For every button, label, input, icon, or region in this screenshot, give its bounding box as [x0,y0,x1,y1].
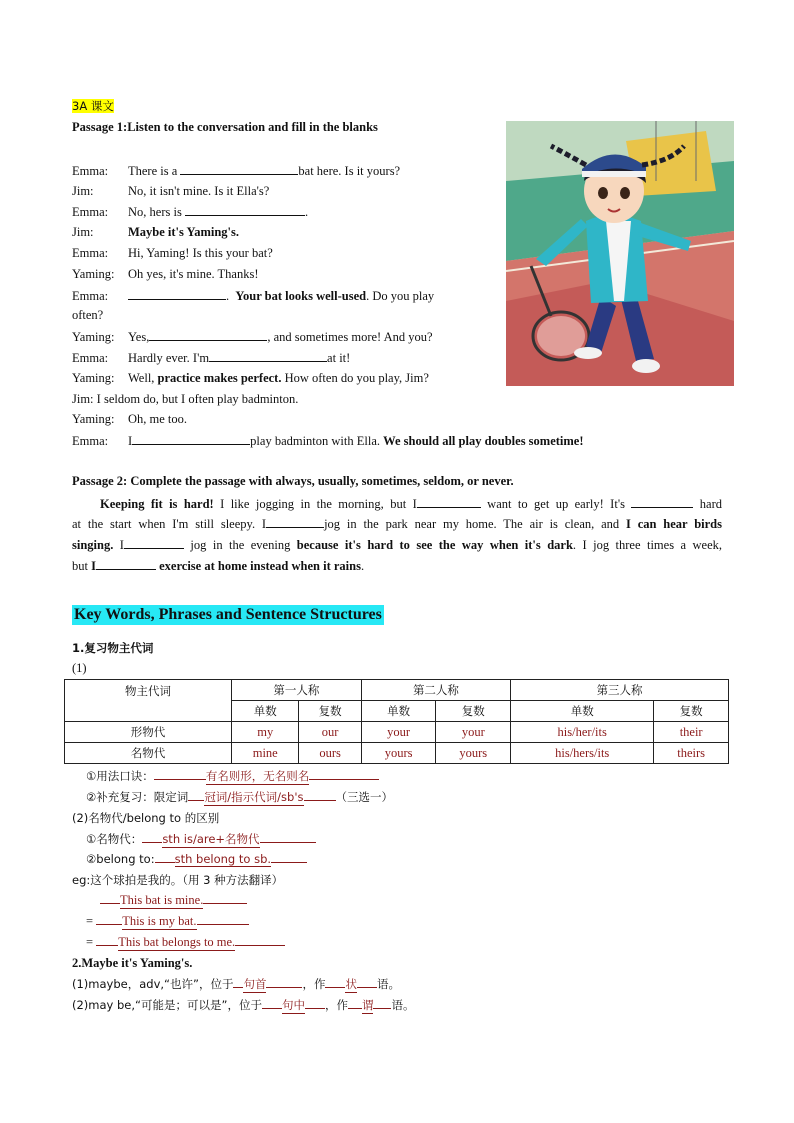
line-text: play badminton with Ella. [250,434,384,448]
speaker: Yaming: [72,267,115,281]
line-text: We should all play doubles sometime! [383,434,584,448]
line-text: . [304,205,309,219]
answer-blank[interactable] [96,557,156,570]
answer-blank[interactable] [154,779,206,780]
answer-blank[interactable] [260,842,316,843]
answer-blank[interactable] [325,987,345,988]
table-group-header: 第三人称 [511,680,729,701]
speaker: Jim: [72,392,94,406]
speaker: Emma: [72,205,109,219]
p2-text: want to get up early! It's [480,497,632,511]
dialogue-line [72,162,400,179]
table-cell: yours [436,743,511,764]
table-corner: 物主代词 [65,680,232,722]
answer-blank[interactable] [235,945,285,946]
speaker: Emma: [72,289,109,303]
table-cell: our [299,722,361,743]
dialogue-line [72,245,273,261]
item1b-point2 [86,852,307,867]
passage2-line [72,515,722,532]
answer-text: This bat belongs to me. [118,935,236,949]
possessive-pronoun-table [64,679,729,764]
answer-blank[interactable] [142,842,162,843]
table-subheader: 复数 [436,701,511,722]
passage2-title: Passage 2: Complete the passage with always, usually, sometimes, seldom, or never. [72,474,514,488]
answer-blank[interactable] [417,495,481,508]
line-text: Maybe it's Yaming's. [128,225,239,239]
answer-blank[interactable] [100,903,120,904]
answer-text: 句首 [243,977,267,991]
speaker: Jim: [72,184,94,198]
speaker: Yaming: [72,330,115,344]
line-text: bat here. Is it yours? [298,164,401,178]
line-text: Yes, [128,330,150,344]
answer-blank[interactable] [155,862,175,863]
item1-title: 1.复习物主代词 [72,641,154,655]
table-cell: my [232,722,299,743]
p2-text: exercise at home instead when it rains [155,559,361,573]
answer-blank[interactable] [357,987,377,988]
table-group-header: 第二人称 [361,680,510,701]
dialogue-line [72,328,433,345]
line-text: Well, [128,371,158,385]
answer-blank[interactable] [233,987,243,988]
translation-answer [100,893,247,909]
line-text: practice makes perfect. [157,371,282,385]
p2-text: jog in the park near my home. The air is clean, and [324,517,626,531]
item2-text: 语。 [376,977,400,991]
dialogue-line-wrap: often? [72,308,104,322]
table-cell: their [654,722,729,743]
answer-blank[interactable] [266,987,302,988]
answer-blank[interactable] [348,1008,362,1009]
table-row-label: 名物代 [65,743,232,764]
dialogue-line [72,183,269,199]
line-text: Hardly ever. I'm [128,351,210,365]
table-group-header: 第一人称 [232,680,362,701]
dialogue-line [72,224,239,240]
p2-text: I can hear birds [626,517,722,531]
answer-blank[interactable] [96,924,122,925]
table-cell: your [436,722,511,743]
answer-text: 冠词/指示代词/sb's [204,790,304,804]
p2-text: singing. [72,538,114,552]
answer-text: 状 [345,977,357,991]
line-text: Your bat looks well-used [235,289,367,303]
dialogue-line [72,203,308,220]
line-text: I [128,434,133,448]
section-label [72,98,114,114]
answer-text: 有名则形，无名则名 [205,769,310,783]
item2-text: ，作 [324,998,348,1012]
tip2 [86,789,393,806]
answer-blank[interactable] [209,349,327,362]
speaker: Emma: [72,164,109,178]
tip-text: ①用法口诀： [86,769,154,783]
table-subheader: 复数 [654,701,729,722]
answer-text: This is my bat. [122,914,197,928]
answer-blank[interactable] [185,203,305,216]
item1-sub: (1) [72,661,87,675]
answer-blank[interactable] [124,536,184,549]
item2-line1 [72,976,400,993]
p2-text: jog in the evening [183,538,297,552]
line-text: No, it isn't mine. Is it Ella's? [128,184,270,198]
passage2-line [72,536,722,553]
dialogue-line [72,370,429,386]
answer-text: 谓 [361,998,374,1012]
table-cell: his/her/its [511,722,654,743]
line-text: Oh, me too. [128,412,188,426]
answer-blank[interactable] [631,495,693,508]
answer-blank[interactable] [266,515,324,528]
tip-text: ①名物代： [86,832,143,846]
table-cell: his/hers/its [511,743,654,764]
answer-blank[interactable] [188,800,204,801]
speaker: Yaming: [72,371,115,385]
answer-blank[interactable] [197,924,249,925]
dialogue-line [72,411,187,427]
tip1 [86,768,379,785]
answer-blank[interactable] [304,800,336,801]
answer-blank[interactable] [309,779,379,780]
dialogue-line: Emma: . Your bat looks well-used. Do you play [72,289,435,303]
dialogue-line [72,391,298,407]
line-text: , and sometimes more! And you? [267,330,433,344]
translation-answer [86,914,249,930]
table-subheader: 单数 [232,701,299,722]
passage1-title: Passage 1:Listen to the conversation and fill in the blanks [72,120,378,134]
item2-text: ，作 [302,977,326,991]
p2-text: . [360,559,365,573]
line-text: at it! [327,351,351,365]
line-text: . Do you play [366,289,435,303]
table-cell: your [361,722,436,743]
item1b-point1 [86,831,316,848]
dialogue-line [72,432,584,449]
answer-blank[interactable] [180,162,298,175]
table-cell: theirs [654,743,729,764]
p2-text: I like jogging in the morning, but I [213,497,417,511]
answer-text: sth is/are+名物代 [162,832,260,846]
p2-text: because it's hard to see the way when it's dark [296,538,573,552]
answer-blank[interactable] [271,862,307,863]
translation-answer [86,935,285,951]
tip-text: （三选一） [335,790,394,804]
table-cell: mine [232,743,299,764]
answer-blank[interactable] [128,287,226,300]
table-cell: ours [299,743,361,764]
p2-text: I [91,559,96,573]
tip-text: ②belong to: [86,852,155,866]
passage2-line [72,495,722,512]
table-subheader: 复数 [299,701,361,722]
p2-text: at the start when I'm still sleepy. I [72,517,267,531]
speaker: Emma: [72,246,109,260]
p2-text: hard [693,497,722,511]
answer-blank[interactable] [96,945,118,946]
illustration-svg [506,121,734,386]
passage2-line [72,557,364,574]
line-text: I seldom do, but I often play badminton. [96,392,299,406]
table-cell: yours [361,743,436,764]
speaker: Emma: [72,351,109,365]
p2-text: but [72,559,92,573]
speaker: Yaming: [72,412,115,426]
table-row [65,743,729,764]
table-row-label: 形物代 [65,722,232,743]
section-label-text: 3A 课文 [72,99,114,113]
dialogue-line [72,349,350,366]
answer-blank[interactable] [203,903,247,904]
answer-blank[interactable] [132,432,250,445]
line-text: Oh yes, it's mine. Thanks! [128,267,259,281]
item2-text: (1)maybe，adv,“也许”，位于 [72,977,234,991]
answer-text: This bat is mine. [120,893,204,907]
line-text: How often do you play, Jim? [281,371,429,385]
p2-text: I [113,538,124,552]
keywords-heading: Key Words, Phrases and Sentence Structures [74,606,382,623]
speaker: Emma: [72,434,109,448]
answer-text: sth belong to sb. [174,852,272,866]
line-text: Hi, Yaming! Is this your bat? [128,246,273,260]
item2-text: (2)may be,“可能是；可以是”，位于 [72,998,262,1012]
answer-text: 句中 [281,998,305,1012]
anime-boy-badminton-illustration [506,121,734,386]
example-prompt: eg:这个球拍是我的。（用 3 种方法翻译） [72,873,284,887]
speaker: Jim: [72,225,94,239]
dialogue-line [72,266,258,282]
equals-sign: = [86,935,94,949]
line-text: There is a [128,164,181,178]
table-subheader: 单数 [511,701,654,722]
answer-blank[interactable] [149,328,267,341]
answer-blank[interactable] [305,1008,325,1009]
p2-text: . I jog three times a week, [572,538,723,552]
line-text: No, hers is [128,205,185,219]
table-subheader: 单数 [361,701,436,722]
answer-blank[interactable] [262,1008,282,1009]
answer-blank[interactable] [373,1008,391,1009]
p2-text: Keeping fit is hard! [100,497,214,511]
item2-title: 2.Maybe it's Yaming's. [72,956,193,970]
table-row [65,722,729,743]
item2-text: 语。 [391,998,415,1012]
item2-line2 [72,997,414,1014]
equals-sign: = [86,914,94,928]
tip-text: ②补充复习：限定词 [86,790,189,804]
item1b-title: (2)名物代/belong to 的区别 [72,811,220,825]
